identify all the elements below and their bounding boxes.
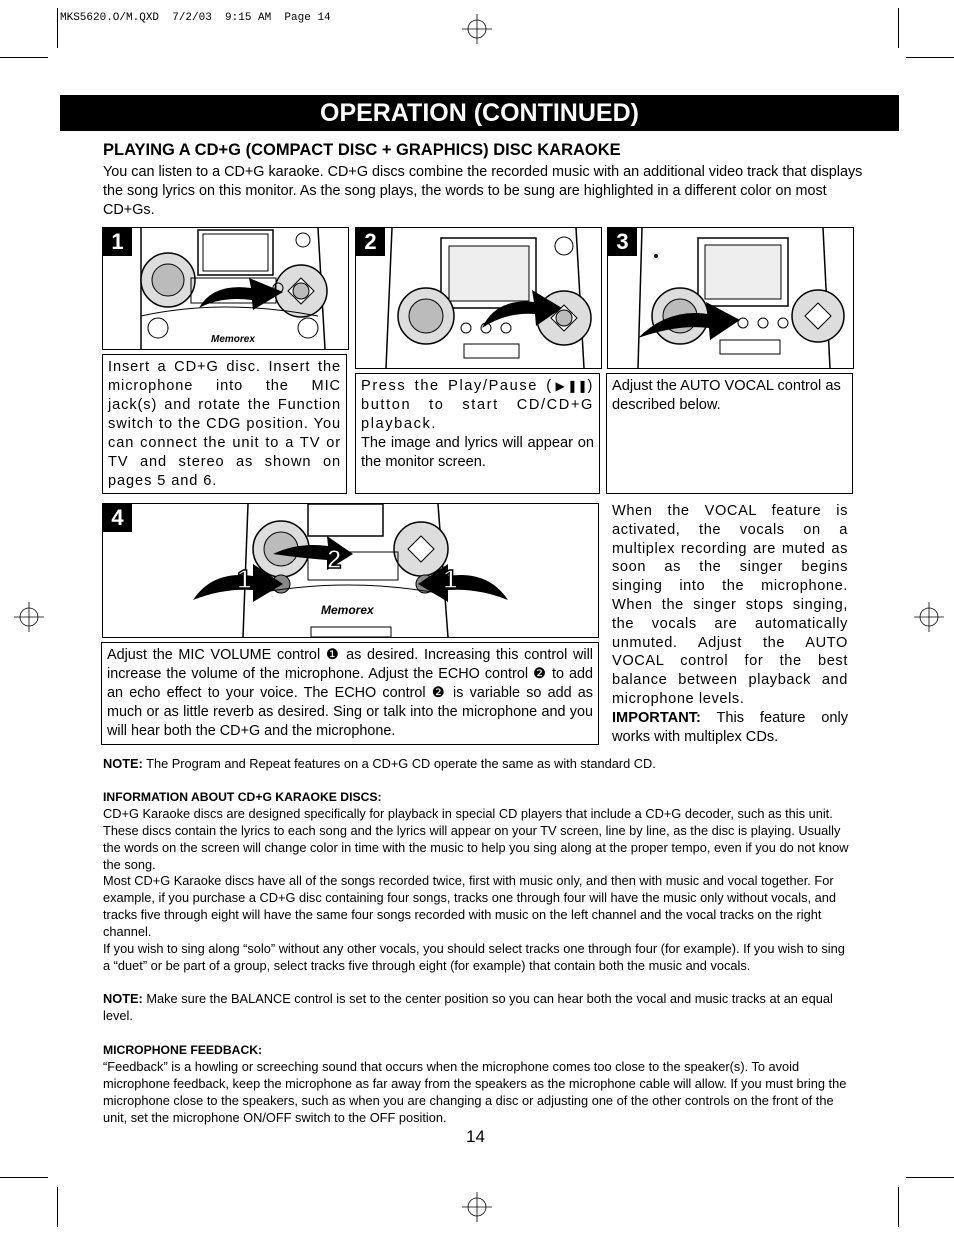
step-3-illustration <box>607 227 854 369</box>
crop-mark <box>0 57 48 58</box>
info-paragraph-2: Most CD+G Karaoke discs have all of the songs recorded twice, first with music only, and then with music and vocal together. For example, if you purchase a CD+G disc containing four songs, tracks one through four will have the music only without vocals, and tracks five through eight will have the same four songs recorded with music on the left channel and the vocal tracks on the right channel. <box>103 873 837 939</box>
step-2-text: Press the Play/Pause (▶❚❚) button to start CD/CD+G playback. The image and lyrics will appear on the monitor screen. <box>355 373 600 494</box>
info-paragraph-3: If you wish to sing along “solo” without any other vocals, you should select tracks one through four (for example). If you wish to sing a “duet” or be part of a group, select tracks five through eight (for example) that contain both the music and vocals. <box>103 941 845 973</box>
crop-mark <box>906 57 954 58</box>
svg-text:Memorex: Memorex <box>211 334 255 345</box>
info-paragraph-1: CD+G Karaoke discs are designed specifically for playback in special CD players that include a CD+G decoder, such as this unit. These discs contain the lyrics to each song and the lyrics will appear on your TV screen, line by line, as the disc is playing. Usually the words on the screen will change color in time with the music to help you sing along at the proper tempo, even if you do not know the song. <box>103 806 849 872</box>
step-1-illustration <box>102 227 349 350</box>
callout-number: 2 <box>327 544 342 574</box>
karaoke-unit-icon <box>608 228 853 368</box>
step-number: 4 <box>103 504 132 532</box>
crop-mark <box>898 1187 899 1227</box>
callout-number: 1 <box>443 564 458 594</box>
registration-mark-icon <box>914 602 944 632</box>
registration-mark-icon <box>14 602 44 632</box>
step-2-illustration <box>355 227 602 369</box>
crop-mark <box>57 8 58 48</box>
callout-mark: ❷ <box>431 685 447 701</box>
intro-paragraph: You can listen to a CD+G karaoke. CD+G discs combine the recorded music with an additional video track that displays the song lyrics on this monitor. As the song plays, the words to be sung are highlighted in a different color on most CD+Gs. <box>103 164 863 218</box>
play-pause-icon: ▶❚❚ <box>552 379 588 393</box>
section-title: PLAYING A CD+G (COMPACT DISC + GRAPHICS) DISC KARAOKE <box>103 141 621 159</box>
note-balance: NOTE: Make sure the BALANCE control is set to the center position so you can hear both the vocal and music tracks at an equal level. <box>103 991 833 1023</box>
step-number: 1 <box>103 228 132 256</box>
page-title-banner: OPERATION (CONTINUED) <box>60 95 899 131</box>
registration-mark-icon <box>462 14 492 44</box>
note-program-repeat: NOTE: The Program and Repeat features on a CD+G CD operate the same as with standard CD. <box>103 756 656 771</box>
step-number: 3 <box>608 228 637 256</box>
karaoke-unit-icon <box>356 228 601 368</box>
callout-mark: ❷ <box>533 666 547 682</box>
svg-text:Memorex: Memorex <box>321 603 374 617</box>
page-number: 14 <box>466 1127 485 1146</box>
vocal-feature-text: When the VOCAL feature is activated, the vocals on a multiplex recording are muted as soon as the singer begins singing into the microphone. When the singer stops singing, the vocals are automatically unmuted. Adjust the AUTO VOCAL control for the best balance between playback and microphone levels. IMPORTANT: This feature only works with multiplex CDs. <box>612 503 848 745</box>
karaoke-unit-icon <box>103 228 348 349</box>
step-4-text: Adjust the MIC VOLUME control ❶ as desired. Increasing this control will increase the volume of the microphone. Adjust the ECHO control ❷ to add an echo effect to your voice. The ECHO control ❷ is variable so add as much or as little reverb as desired. Sing or talk into the microphone and you will hear both the CD+G and the microphone. <box>101 642 599 745</box>
info-section-title: INFORMATION ABOUT CD+G KARAOKE DISCS: <box>103 790 382 804</box>
step-number: 2 <box>356 228 385 256</box>
step-4-illustration <box>102 503 599 638</box>
registration-mark-icon <box>462 1192 492 1222</box>
mic-feedback-paragraph: “Feedback” is a howling or screeching sound that occurs when the microphone comes too close to the speaker(s). To avoid microphone feedback, keep the microphone as far away from the speakers as the microphone cable will allow. If you must bring the microphone close to the speakers, such as when you are changing a disc or adjusting one of the other controls on the front of the unit, set the microphone ON/OFF switch to the OFF position. <box>103 1059 847 1125</box>
karaoke-unit-icon <box>103 504 598 637</box>
print-slug: MKS5620.O/M.QXD 7/2/03 9:15 AM Page 14 <box>60 12 331 24</box>
crop-mark <box>906 1177 954 1178</box>
step-3-text: Adjust the AUTO VOCAL control as described below. <box>606 373 853 494</box>
crop-mark <box>0 1177 48 1178</box>
step-1-text: Insert a CD+G disc. Insert the microphone into the MIC jack(s) and rotate the Function switch to the CDG position. You can connect the unit to a TV or TV and stereo as shown on pages 5 and 6. <box>102 354 347 494</box>
crop-mark <box>57 1187 58 1227</box>
callout-number: 1 <box>237 564 252 594</box>
callout-mark: ❶ <box>325 647 341 663</box>
mic-feedback-title: MICROPHONE FEEDBACK: <box>103 1043 263 1057</box>
crop-mark <box>898 8 899 48</box>
